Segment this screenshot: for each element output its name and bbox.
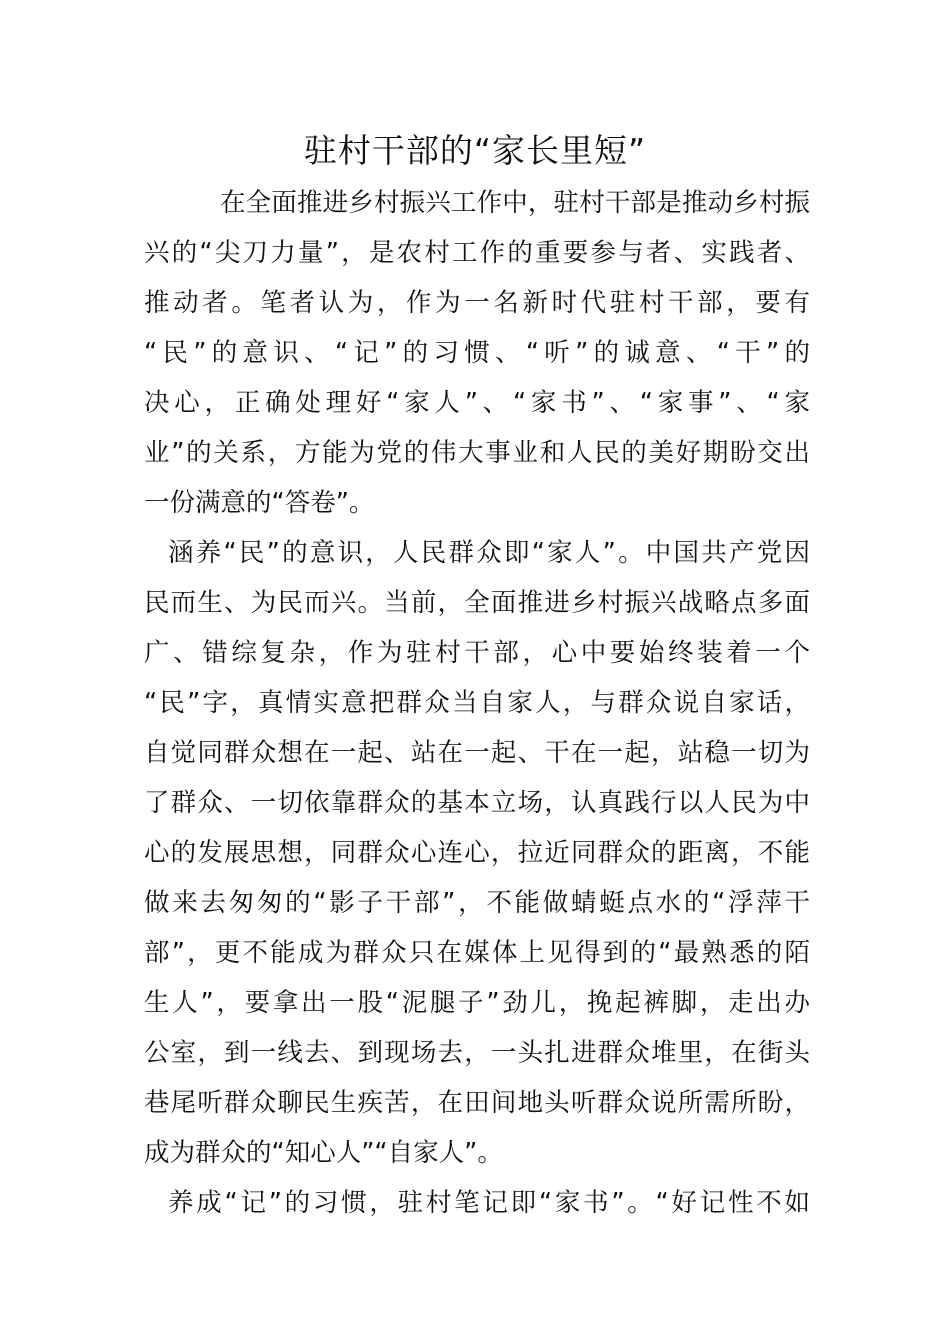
text-line: 广、错综复杂，作为驻村干部，心中要始终装着一个 — [144, 638, 810, 668]
text-line: 了群众、一切依靠群众的基本立场，认真践行以人民为中 — [144, 788, 810, 818]
text-line: 涵养“民”的意识，人民群众即“家人”。中国共产党因 — [168, 538, 810, 568]
text-line: 一份满意的“答卷”。 — [144, 488, 375, 518]
paragraph-min-awareness — [144, 528, 810, 1178]
paragraph-intro — [144, 178, 810, 528]
text-line: 决心，正确处理好“家人”、“家书”、“家事”、“家 — [144, 388, 810, 418]
text-line: 做来去匆匆的“影子干部”，不能做蜻蜓点水的“浮萍干 — [144, 888, 810, 918]
text-line: 成为群众的“知心人”“自家人”。 — [144, 1138, 503, 1168]
text-line: 公室，到一线去、到现场去，一头扎进群众堆里，在街头 — [144, 1038, 810, 1068]
text-line: 生人”，要拿出一股“泥腿子”劲儿，挽起裤脚，走出办 — [144, 988, 810, 1018]
text-line: 部”，更不能成为群众只在媒体上见得到的“最熟悉的陌 — [144, 938, 810, 968]
text-line: “民”的意识、“记”的习惯、“听”的诚意、“干”的 — [144, 338, 810, 368]
paragraph-ji-habit — [144, 1178, 810, 1228]
text-line: 巷尾听群众聊民生疾苦，在田间地头听群众说所需所盼， — [144, 1088, 810, 1118]
text-line: 兴的“尖刀力量”，是农村工作的重要参与者、实践者、 — [144, 238, 810, 268]
document-title: 驻村干部的“家长里短” — [303, 131, 647, 170]
text-line: 民而生、为民而兴。当前，全面推进乡村振兴战略点多面 — [144, 588, 810, 618]
text-line: “民”字，真情实意把群众当自家人，与群众说自家话， — [144, 688, 810, 718]
document-body — [144, 178, 810, 1228]
text-line: 心的发展思想，同群众心连心，拉近同群众的距离，不能 — [144, 838, 810, 868]
text-line: 养成“记”的习惯，驻村笔记即“家书”。“好记性不如 — [168, 1188, 810, 1218]
text-line: 业”的关系，方能为党的伟大事业和人民的美好期盼交出 — [144, 438, 810, 468]
text-line: 在全面推进乡村振兴工作中，驻村干部是推动乡村振 — [220, 188, 810, 218]
text-line: 推动者。笔者认为，作为一名新时代驻村干部，要有 — [144, 288, 810, 318]
text-line: 自觉同群众想在一起、站在一起、干在一起，站稳一切为 — [144, 738, 810, 768]
